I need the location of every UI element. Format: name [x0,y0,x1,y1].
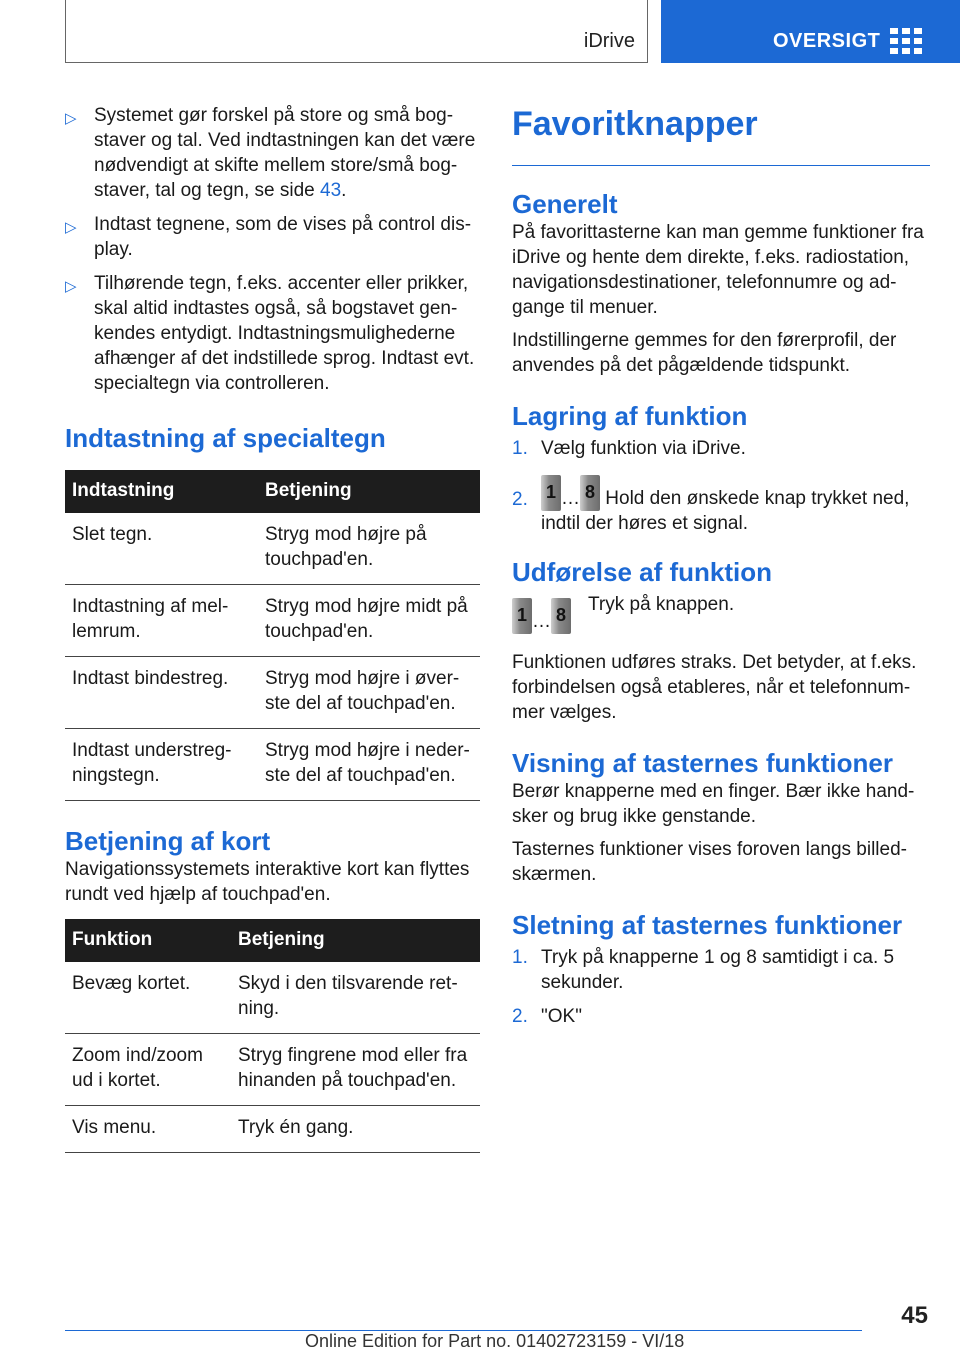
step-text: Tryk på knapperne 1 og 8 samtidigt i ca. 5 sekunder. [541,947,895,993]
triangle-bullet-icon: ▷ [65,110,77,127]
step-number: 1. [512,947,528,968]
right-column [512,103,930,1038]
table-cell: Skyd i den tilsvarende ret-ning. [231,962,480,1034]
show-paragraph: Tasternes funktioner vises foroven langs billed-skærmen. [512,839,907,885]
favorite-key-1-icon: 1 [541,475,561,511]
map-intro: Navigationssystemets interaktive kort kan flyttes rundt ved hjælp af touchpad'en. [65,859,470,905]
map-table [65,919,480,1153]
bullet-text: Systemet gør forskel på store og små bog-staver og tal. Ved indtastningen kan det være nødvendigt at skifte mellem store/små bog-staver, tal og tegn, se side [94,105,476,201]
show-heading: Visning af tasternes funktioner [512,748,893,778]
table-row [65,657,480,729]
general-heading: Generelt [512,189,618,219]
step-number: 2. [512,1006,528,1027]
step-item [512,436,930,461]
exec-heading: Udførelse af funktion [512,557,773,587]
table-cell: Slet tegn. [65,513,258,585]
table-row [65,1106,480,1153]
table-header: Indtastning [65,470,258,513]
exec-paragraph: Funktionen udføres straks. Det betyder, at f.eks. forbindelsen også etableres, når et telefonnum-mer vælges. [512,652,917,723]
general-paragraph: På favorittasterne kan man gemme funktioner fra iDrive og hente dem direkte, f.eks. radiostation, navigationsdestinationer, telefonnumre og ad-gange til menuer. [512,222,924,318]
left-column [65,103,480,1153]
header-section-box [65,0,648,63]
exec-row [512,594,930,638]
delete-heading: Sletning af tasternes funktioner [512,910,903,940]
general-paragraph: Indstillingerne gemmes for den førerprofil, der anvendes på det pågældende tidspunkt. [512,330,897,376]
bullet-item [65,103,480,203]
favorite-key-8-icon: 8 [580,475,600,511]
step-text: Hold den ønskede knap trykket ned, indtil der høres et signal. [541,488,910,534]
table-row [65,585,480,657]
step-text: Vælg funktion via iDrive. [541,438,746,459]
ellipsis: … [532,611,551,632]
table-cell: Stryg mod højre i øver-ste del af touchpad'en. [258,657,480,729]
bullet-item [65,271,480,396]
step-number: 2. [512,489,528,510]
table-row [65,729,480,801]
special-chars-table [65,470,480,801]
store-heading: Lagring af funktion [512,401,748,431]
step-item [512,945,930,995]
bullet-text: Tilhørende tegn, f.eks. accenter eller prikker, skal altid indtastes også, så bogstavet gen-kendes entydigt. Indtastningsmulighederne afhænger af det indstillede sprog. Indtast evt. specialtegn via controlleren. [94,273,475,394]
table-row [65,1034,480,1106]
edition-text: Online Edition for Part no. 01402723159 - VI/18 [305,1331,685,1351]
table-header: Betjening [258,470,480,513]
bullet-item [65,212,480,262]
show-paragraph: Berør knapperne med en finger. Bær ikke hand-sker og brug ikke genstande. [512,781,915,827]
table-header: Betjening [231,919,480,962]
step-text: "OK" [541,1006,582,1027]
step-item [512,475,930,536]
table-header: Funktion [65,919,231,962]
table-cell: Stryg mod højre i neder-ste del af touchpad'en. [258,729,480,801]
table-cell: Stryg fingrene mod eller fra hinanden på touchpad'en. [231,1034,480,1106]
overview-nav-button[interactable] [661,0,960,63]
map-heading: Betjening af kort [65,826,271,856]
bullet-text-end: . [341,180,347,201]
triangle-bullet-icon: ▷ [65,278,77,295]
page-title: Favoritknapper [512,103,930,166]
table-cell: Zoom ind/zoom ud i kortet. [65,1034,231,1106]
ellipsis: … [561,488,580,509]
favorite-key-1-icon: 1 [512,598,532,634]
step-number: 1. [512,438,528,459]
table-row [65,513,480,585]
bullet-text: Indtast tegnene, som de vises på control dis-play. [94,214,472,260]
table-cell: Tryk én gang. [231,1106,480,1153]
grid-icon [890,28,922,54]
table-cell: Bevæg kortet. [65,962,231,1034]
table-cell: Indtast bindestreg. [65,657,258,729]
exec-text: Tryk på knappen. [588,594,735,615]
table-cell: Vis menu. [65,1106,231,1153]
table-cell: Stryg mod højre midt på touchpad'en. [258,585,480,657]
triangle-bullet-icon: ▷ [65,219,77,236]
table-cell: Indtastning af mel-lemrum. [65,585,258,657]
favorite-key-8-icon: 8 [551,598,571,634]
overview-label: OVERSIGT [773,30,881,52]
table-row [65,962,480,1034]
special-chars-heading: Indtastning af specialtegn [65,423,386,453]
step-item [512,1004,930,1029]
page-link[interactable]: 43 [320,180,342,201]
table-cell: Indtast understreg-ningstegn. [65,729,258,801]
section-title: iDrive [583,30,635,52]
page-number: 45 [901,1302,928,1329]
table-cell: Stryg mod højre på touchpad'en. [258,513,480,585]
